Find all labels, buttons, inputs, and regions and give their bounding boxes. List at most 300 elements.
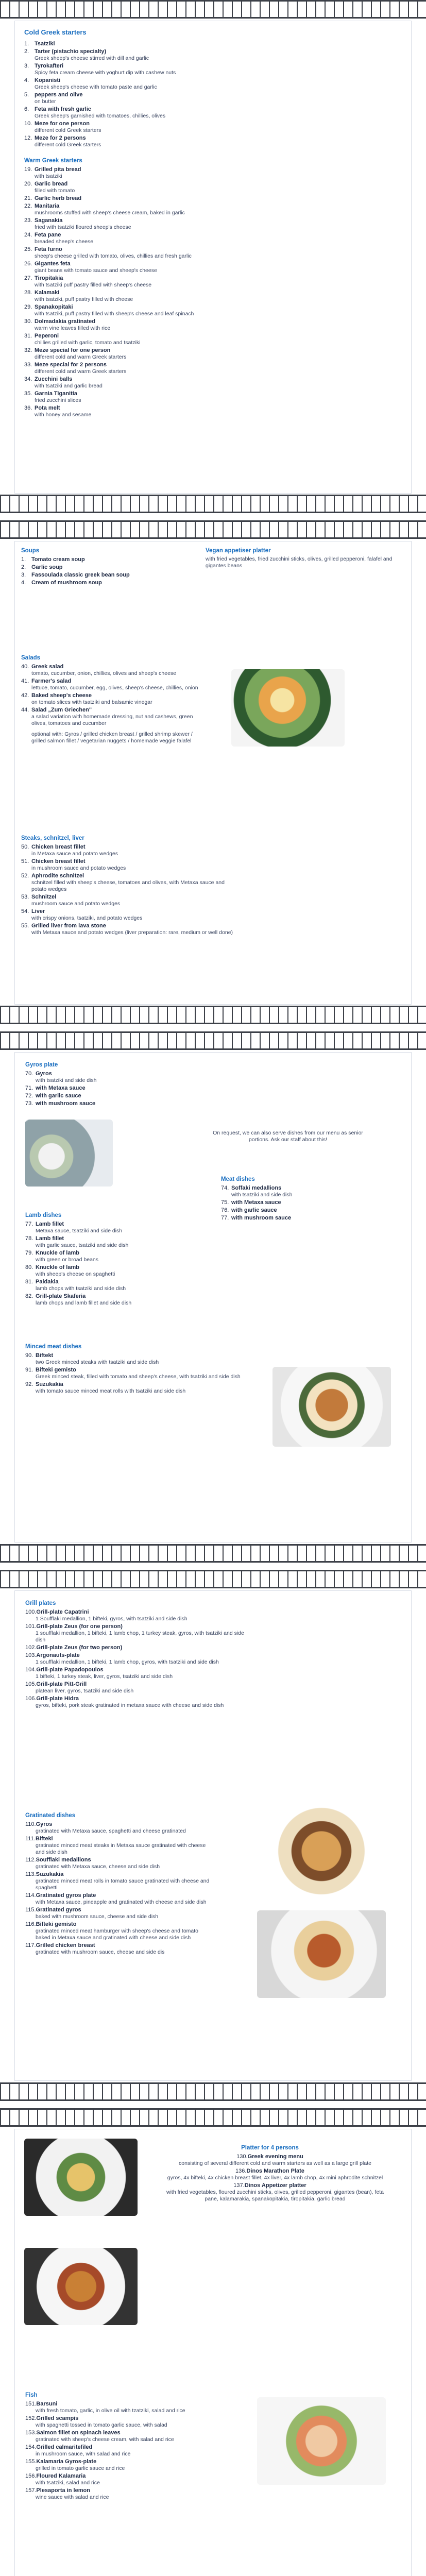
item-number: 32. (24, 347, 32, 353)
item-number: 106. (25, 1696, 37, 1702)
item-number: 91. (25, 1367, 33, 1373)
item-number: 110. (25, 1821, 36, 1827)
menu-item (24, 404, 402, 418)
item-description: consisting of several different cold and warm starters as well as a large grill plate (179, 2160, 371, 2166)
menu-item (21, 692, 207, 706)
item-description: gratinated minced meat rolls in tomato sauce gratinated with cheese and spaghetti (36, 1878, 210, 1891)
item-number: 156. (25, 2473, 37, 2479)
item-number: 79. (25, 1250, 33, 1256)
menu-item (25, 1608, 252, 1622)
item-number: 130. (236, 2154, 248, 2160)
item-number: 80. (25, 1264, 33, 1270)
menu-item (21, 677, 207, 691)
item-number: 21. (24, 195, 32, 201)
item-description: gratinated with Metaxa sauce, spaghetti and cheese gratinated (36, 1828, 186, 1834)
item-description: in mushroom sauce, with salad and rice (36, 2451, 131, 2457)
menu-item (24, 62, 402, 76)
item-name: Plesaporta in lemon (36, 2487, 90, 2494)
item-name: Baked sheep's cheese (31, 692, 92, 699)
item-name: Salad „Zum Griechen" (31, 707, 92, 713)
item-number: 36. (24, 405, 32, 411)
item-name: Lamb fillet (36, 1235, 64, 1242)
item-number: 22. (24, 203, 32, 209)
greek-key-border (0, 1031, 426, 1050)
item-description: Greek sheep's cheese stirred with dill and garlic (35, 55, 149, 61)
item-name: Greek evening menu (247, 2154, 303, 2160)
item-number: 153. (25, 2430, 37, 2436)
menu-item (154, 2182, 386, 2202)
item-number: 5. (24, 92, 29, 98)
item-description: with tsatziki, salad and rice (36, 2480, 100, 2486)
menu-item (24, 120, 402, 134)
item-number: 78. (25, 1235, 33, 1242)
item-number: 29. (24, 304, 32, 310)
item-name: Kalamaria Gyros-plate (36, 2459, 97, 2465)
menu-item (24, 289, 402, 303)
item-name: Grill-plate Hidra (36, 1696, 79, 1702)
item-number: 4. (21, 580, 26, 586)
greek-key-border (0, 2108, 426, 2127)
item-description: with honey and sesame (35, 412, 92, 418)
item-name: Liver (31, 908, 45, 914)
item-description: tomato, cucumber, onion, chillies, olives and sheep's cheese (31, 670, 176, 676)
item-number: 155. (25, 2459, 37, 2465)
menu-item (25, 1293, 252, 1307)
item-description: with sheep's cheese on spaghetti (36, 1271, 115, 1277)
item-name: Grilled chicken breast (36, 1942, 95, 1948)
item-number: 105. (25, 1681, 37, 1687)
gyros-photo (25, 1120, 113, 1187)
item-name: Feta pane (35, 232, 61, 238)
item-number: 24. (24, 232, 32, 238)
item-number: 71. (25, 1085, 33, 1091)
item-name: Dolmadakia gratinated (35, 318, 95, 325)
section-title: Grill plates (25, 1600, 56, 1606)
item-number: 157. (25, 2487, 37, 2494)
item-name: Meze special for one person (35, 347, 111, 353)
menu-item (21, 908, 237, 922)
item-number: 102. (25, 1645, 37, 1651)
section-title: Vegan appetiser platter (206, 548, 271, 554)
item-description: breaded sheep's cheese (35, 239, 94, 245)
menu-item (25, 1084, 221, 1092)
marathon-photo (24, 2248, 138, 2325)
lamb-list (25, 1221, 252, 1307)
item-description: gyros, 4x bifteki, 4x chicken breast fillet, 4x liver, 4x lamb chop, 4x mini aphrodite schnitzel (167, 2175, 383, 2181)
menu-item (21, 893, 237, 907)
item-description: lamb chops and lamb fillet and side dish (36, 1300, 132, 1306)
item-number: 28. (24, 290, 32, 296)
item-number: 1. (24, 41, 29, 47)
item-number: 70. (25, 1071, 33, 1077)
item-description: giant beans with tomato sauce and sheep's cheese (35, 267, 157, 274)
item-description: Greek sheep's garnished with tomatoes, chillies, olives (35, 113, 166, 119)
item-description: 1 soufflaki medallion, 1 bifteki, 1 lamb chop, 1 turkey steak, gyros, with tsatziki and side dish (36, 1630, 244, 1643)
item-number: 113. (25, 1871, 36, 1877)
item-name: peppers and olive (35, 92, 83, 98)
item-name: Tyrokafteri (35, 63, 64, 69)
section-title: Meat dishes (221, 1176, 255, 1182)
item-number: 3. (21, 572, 26, 578)
item-name: Salmon fillet on spinach leaves (36, 2430, 121, 2436)
menu-item (25, 1264, 252, 1278)
section-title: Steaks, schnitzel, liver (21, 835, 84, 841)
item-number: 23. (24, 217, 32, 224)
gyros-list (25, 1070, 221, 1107)
item-description: with tsatziki puff pastry filled with sheep's cheese (35, 282, 152, 288)
item-number: 92. (25, 1381, 33, 1387)
item-description: with tsatziki, puff pastry filled with sheep's cheese and leaf spinach (35, 311, 194, 317)
item-description: 1 soufflaki medallion, 1 bifteki, 1 lamb chop, gyros, with tsatziki and side dish (36, 1659, 219, 1665)
item-name: Grill-plate Zeus (for one person) (36, 1623, 123, 1630)
menu-item (25, 1856, 211, 1870)
menu-item (25, 1366, 252, 1380)
item-description: on butter (35, 98, 56, 105)
item-number: 90. (25, 1352, 33, 1359)
item-name: Spanakopitaki (35, 304, 73, 310)
item-number: 72. (25, 1093, 33, 1099)
item-name: with garlic sauce (36, 1093, 81, 1099)
menu-item (25, 1381, 252, 1395)
platter-list (154, 2153, 386, 2202)
item-name: Grilled liver from lava stone (31, 923, 106, 929)
item-number: 33. (24, 362, 32, 368)
item-number: 152. (25, 2415, 37, 2421)
item-number: 116. (25, 1921, 36, 1927)
menu-item (21, 706, 207, 727)
item-number: 25. (24, 246, 32, 252)
item-description: with tsatziki and side dish (231, 1192, 293, 1198)
item-name: Chicken breast fillet (31, 844, 86, 850)
item-number: 117. (25, 1942, 36, 1948)
menu-item (25, 1100, 221, 1107)
item-name: Garlic herb bread (35, 195, 82, 201)
item-description: lamb chops with tsatziki and side dish (36, 1285, 126, 1292)
menu-item (25, 2429, 231, 2443)
item-number: 34. (24, 376, 32, 382)
menu-item (21, 564, 196, 571)
item-description: with tsatziki, puff pastry filled with cheese (35, 296, 133, 302)
soups-salads-panel (14, 541, 412, 1005)
item-description: with Metaxa sauce and potato wedges (liver preparation: rare, medium or well done) (31, 929, 233, 936)
item-number: 27. (24, 275, 32, 281)
menu-item (154, 2153, 386, 2167)
menu-item (21, 922, 237, 936)
menu-item (25, 1278, 252, 1292)
item-number: 75. (221, 1199, 229, 1206)
item-name: Grill-plate Papadopoulos (36, 1667, 104, 1673)
item-description: Spicy feta cream cheese with yoghurt dip with cashew nuts (35, 70, 176, 76)
menu-item (24, 134, 402, 148)
item-name: Meze for 2 persons (35, 135, 86, 141)
item-name: Kopanisti (35, 77, 61, 83)
section-title: Minced meat dishes (25, 1344, 82, 1350)
item-number: 76. (221, 1207, 229, 1213)
menu-item (25, 1070, 221, 1084)
item-name: with Metaxa sauce (231, 1199, 281, 1206)
item-description: 1 bifteki, 1 turkey steak, liver, gyros, tsatziki and side dish (36, 1673, 173, 1680)
grill-list (25, 1608, 252, 1709)
grill-plate-photo (257, 1910, 386, 1998)
menu-item (25, 1666, 252, 1680)
item-name: Suzukakia (36, 1871, 64, 1877)
vegan-description: with fried vegetables, fried zucchini sticks, olives, grilled pepperoni, falafel and gigantes beans (206, 556, 393, 569)
item-name: Grilled scampis (36, 2415, 79, 2421)
item-name: Grill-plate Capatrini (36, 1609, 89, 1615)
item-name: with mushroom sauce (36, 1100, 96, 1107)
item-description: with fresh tomato, garlic, in olive oil with tzatziki, salad and rice (36, 2408, 185, 2414)
item-number: 19. (24, 166, 32, 173)
item-number: 50. (21, 844, 29, 850)
item-name: Gratinated gyros plate (36, 1892, 96, 1899)
item-number: 136. (235, 2168, 247, 2174)
item-number: 151. (25, 2401, 37, 2407)
item-description: with spaghetti tossed in tomato garlic sauce, with salad (36, 2422, 167, 2428)
menu-item (25, 1871, 211, 1891)
menu-item (24, 195, 402, 202)
salads-list (21, 663, 207, 727)
item-number: 31. (24, 333, 32, 339)
platter-fish-panel (14, 2129, 412, 2576)
item-description: different cold Greek starters (35, 127, 101, 133)
menu-item (25, 1821, 211, 1835)
menu-item (24, 361, 402, 375)
item-description: with tsatziki (35, 173, 62, 179)
menu-item (25, 2400, 231, 2414)
menu-item (221, 1184, 386, 1198)
steaks-list (21, 843, 237, 936)
item-number: 4. (24, 77, 29, 83)
item-description: wine sauce with salad and rice (36, 2494, 109, 2500)
senior-portion-note: On request, we can also serve dishes from our menu as senior portions. Ask our staff about this! (213, 1130, 363, 1143)
item-name: Dinos Marathon Plate (246, 2168, 304, 2174)
menu-item (25, 1835, 211, 1856)
item-number: 77. (25, 1221, 33, 1227)
section-title: Gyros plate (25, 1062, 58, 1068)
item-name: Manitaria (35, 203, 60, 209)
item-name: Meze for one person (35, 121, 90, 127)
menu-item (24, 48, 402, 62)
section-title: Warm Greek starters (24, 158, 82, 164)
item-description: two Greek minced steaks with tsatziki and side dish (36, 1359, 159, 1365)
item-name: Tsatziki (35, 41, 55, 47)
item-name: Gyros (36, 1071, 52, 1077)
item-number: 20. (24, 181, 32, 187)
item-number: 41. (21, 678, 29, 684)
fish-list (25, 2400, 231, 2501)
item-name: Tiropitakia (35, 275, 63, 281)
item-description: gratinated with Metaxa sauce, cheese and side dish (36, 1863, 160, 1870)
item-name: Grill-plate Skaferia (36, 1293, 86, 1299)
menu-item (24, 390, 402, 404)
item-description: in Metaxa sauce and potato wedges (31, 851, 118, 857)
item-number: 104. (25, 1667, 37, 1673)
menu-item (25, 1644, 252, 1651)
greek-key-border (0, 1544, 426, 1563)
item-number: 54. (21, 908, 29, 914)
item-name: Saganakia (35, 217, 63, 224)
minced-list (25, 1352, 252, 1395)
menu-item (25, 1695, 252, 1709)
menu-item (24, 246, 402, 260)
item-description: sheep's cheese grilled with tomato, olives, chillies and fresh garlic (35, 253, 192, 259)
item-number: 53. (21, 894, 29, 900)
item-number: 74. (221, 1185, 229, 1191)
cold-starters-list (24, 40, 402, 148)
item-name: Peperoni (35, 333, 59, 339)
menu-item (24, 318, 402, 332)
item-description: Greek sheep's cheese with tomato paste and garlic (35, 84, 157, 90)
meat-panel (14, 1052, 412, 1543)
item-name: Feta furno (35, 246, 62, 252)
menu-item (25, 1352, 252, 1366)
item-name: Kalamaki (35, 290, 60, 296)
item-name: Pota melt (35, 405, 60, 411)
section-title: Soups (21, 548, 40, 554)
item-description: gratinated minced meat steaks in Metaxa sauce gratinated with cheese and side dish (36, 1842, 206, 1855)
item-number: 42. (21, 692, 29, 699)
item-number: 77. (221, 1215, 229, 1221)
item-description: with tsatziki and side dish (36, 1077, 97, 1083)
section-title: Lamb dishes (25, 1212, 62, 1218)
item-name: Barsuni (36, 2401, 58, 2407)
item-name: Farmer's salad (31, 678, 72, 684)
menu-item (21, 843, 237, 857)
section-title: Fish (25, 2392, 38, 2398)
item-description: a salad variation with homemade dressing, nut and cashews, green olives, tomatoes and cucumber (31, 714, 193, 726)
menu-item (24, 180, 402, 194)
item-name: Biftekt (36, 1352, 54, 1359)
item-number: 10. (24, 121, 32, 127)
item-number: 101. (25, 1623, 37, 1630)
item-name: Meze special for 2 persons (35, 362, 107, 368)
item-name: Zucchini balls (35, 376, 73, 382)
menu-item (21, 579, 196, 586)
menu-item (221, 1199, 386, 1206)
item-number: 81. (25, 1279, 33, 1285)
item-number: 111. (25, 1836, 36, 1842)
menu-item (25, 2444, 231, 2458)
menu-item (25, 1249, 252, 1263)
item-description: in mushroom sauce and potato wedges (31, 865, 126, 871)
menu-item (25, 2415, 231, 2429)
greek-key-border (0, 1006, 426, 1024)
item-name: Gratinated gyros (36, 1907, 81, 1913)
item-name: with Metaxa sauce (36, 1085, 86, 1091)
item-number: 82. (25, 1293, 33, 1299)
item-description: different cold Greek starters (35, 142, 101, 148)
menu-item (25, 1906, 211, 1920)
item-description: Greek minced steak, filled with tomato and sheep's cheese, with tsatziki and side dish (36, 1374, 241, 1380)
menu-item (25, 1681, 252, 1694)
menu-item (24, 40, 402, 47)
menu-item (25, 1942, 211, 1956)
item-description: baked with mushroom sauce, cheese and side dish (36, 1913, 159, 1920)
menu-item (25, 1892, 211, 1906)
item-number: 112. (25, 1857, 36, 1863)
item-name: Floured Kalamaria (36, 2473, 86, 2479)
menu-item (24, 106, 402, 120)
item-number: 12. (24, 135, 32, 141)
platter-photo (24, 2139, 138, 2216)
item-description: with tsatziki and garlic bread (35, 383, 103, 389)
item-description: Metaxa sauce, tsatziki and side dish (36, 1228, 123, 1234)
item-number: 35. (24, 391, 32, 397)
menu-item (24, 303, 402, 317)
item-number: 44. (21, 707, 29, 713)
item-description: different cold and warm Greek starters (35, 368, 127, 375)
menu-item (21, 571, 196, 579)
grill-panel (14, 1590, 412, 2081)
menu-item (21, 663, 207, 677)
item-description: lettuce, tomato, cucumber, egg, olives, sheep's cheese, chillies, onion (31, 685, 198, 691)
item-number: 137. (233, 2182, 245, 2189)
item-name: Suzukakia (36, 1381, 63, 1387)
item-number: 2. (21, 564, 26, 570)
item-name: Dinos Appetizer platter (244, 2182, 306, 2189)
item-description: on tomato slices with tsatziki and balsamic vinegar (31, 699, 152, 705)
menu-item (21, 872, 237, 893)
menu-item (24, 77, 402, 91)
item-name: Paidakia (36, 1279, 59, 1285)
item-number: 114. (25, 1892, 36, 1899)
menu-item (24, 202, 402, 216)
item-name: Fassoulada classic greek bean soup (31, 572, 130, 578)
item-number: 2. (24, 48, 29, 55)
greek-key-border (0, 0, 426, 19)
menu-item (24, 217, 402, 231)
item-number: 1. (21, 556, 26, 563)
item-name: Bifteki gemisto (36, 1921, 77, 1927)
item-name: Bifteki gemisto (36, 1367, 76, 1373)
item-name: Gyros (36, 1821, 53, 1827)
item-name: Gigantes feta (35, 261, 71, 267)
item-number: 103. (25, 1652, 37, 1658)
menu-item (154, 2167, 386, 2181)
item-description: with fried vegetables, floured zucchini sticks, olives, grilled pepperoni, gigantes (bean), feta pane, kalamarakia, spanakopitakia, tiropitakia, garlic bread (166, 2189, 384, 2202)
item-description: grilled in tomato garlic sauce and rice (36, 2465, 125, 2471)
item-description: different cold and warm Greek starters (35, 354, 127, 360)
item-description: gratinated with sheep's cheese cream, with salad and rice (36, 2436, 174, 2443)
item-description: with crispy onions, tsatziki, and potato wedges (31, 915, 143, 921)
item-name: Grill-plate Pitt-Grill (36, 1681, 87, 1687)
item-name: Argonauts-plate (36, 1652, 80, 1658)
item-number: 6. (24, 106, 29, 112)
item-description: gratinated with mushroom sauce, cheese and side dis (36, 1949, 165, 1955)
greek-key-border (0, 1570, 426, 1588)
item-name: Greek salad (31, 664, 64, 670)
section-title: Salads (21, 655, 41, 661)
starters-panel (14, 21, 412, 494)
item-name: Aphrodite schnitzel (31, 873, 84, 879)
minced-meat-photo (272, 1367, 391, 1447)
menu-item (21, 556, 196, 563)
item-description: gratinated minced meat hamburger with sheep's cheese and tomato baked in Metaxa sauce and gratinated with cheese and side dish (36, 1928, 199, 1941)
item-name: Garlic soup (31, 564, 63, 570)
menu-item (21, 858, 237, 872)
item-number: 55. (21, 923, 29, 929)
menu-item (24, 332, 402, 346)
item-number: 40. (21, 664, 29, 670)
item-description: 1 Soufflaki medallion, 1 bifteki, gyros, with tsatziki and side dish (36, 1616, 188, 1622)
greek-key-border (0, 2082, 426, 2101)
item-number: 30. (24, 318, 32, 325)
item-description: warm vine leaves filled with rice (35, 325, 111, 331)
menu-item (24, 347, 402, 361)
item-number: 154. (25, 2444, 37, 2450)
item-description: chillies grilled with garlic, tomato and tsatziki (35, 340, 141, 346)
item-description: mushrooms stuffed with sheep's cheese cream, baked in garlic (35, 210, 185, 216)
